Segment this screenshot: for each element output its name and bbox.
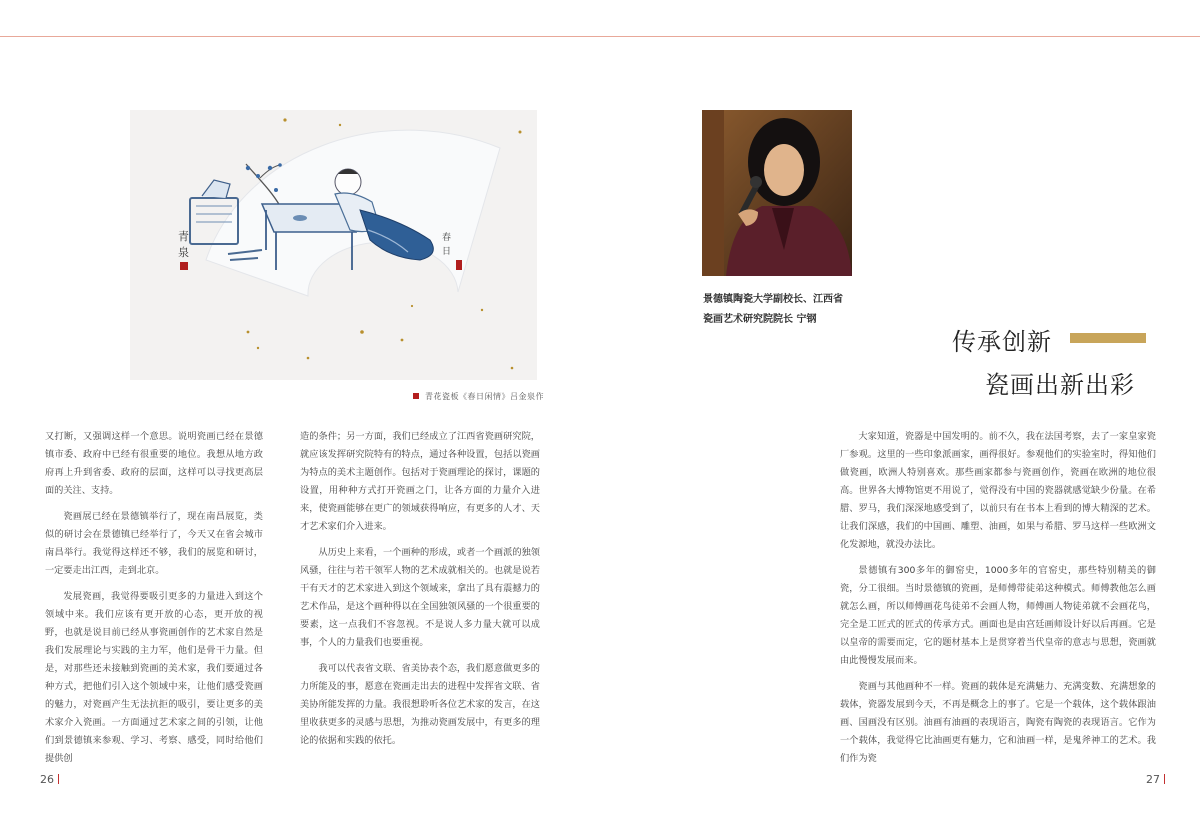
page-number-right [1146, 773, 1169, 786]
page-number-bar [1164, 774, 1165, 784]
svg-text:日: 日 [442, 247, 452, 257]
page-number-left [40, 773, 63, 786]
paragraph: 我可以代表省文联、省美协表个态，我们愿意做更多的力所能及的事，愿意在瓷画走出去的进程中发挥省文联、省美协所能发挥的力量。我很想聆听各位艺术家的发言，在这里收获更多的灵感与思想，为推动瓷画发展中，有更多的理论的依据和实践的依托。 [300, 663, 540, 746]
portrait-caption-line1: 景德镇陶瓷大学副校长、江西省 [703, 294, 843, 305]
paragraph: 造的条件；另一方面，我们已经成立了江西省瓷画研究院，就应该发挥研究院特有的特点，通过各种设置，包括以瓷画为特点的美术主题创作。包括对于瓷画理论的探讨，课题的设置，用种种方式打开瓷画之门，让各方面的力量介入进来，使瓷画能够在更广的领域获得响应，有更多的人才、天才艺术家们介入进来。 [300, 431, 540, 532]
portrait-caption [703, 290, 873, 330]
paragraph: 景德镇有300多年的御窑史，1000多年的官窑史，那些特别精美的御瓷，分工很细。当时景德镇的瓷画，是师傅带徒弟这种模式。师傅教他怎么画就怎么画，所以师傅画花鸟徒弟不会画人物，师傅画人物徒弟就不会画花鸟，完全是工匠式的匠式的传承方式。画面也是由宫廷画师设计好以后再画。它是以皇帝的需要而定，它的题材基本上是贯穿着当代皇帝的意志与思想，瓷画就由此慢慢发展而来。 [840, 565, 1156, 666]
title-accent-bar [1070, 333, 1146, 343]
svg-text:青: 青 [178, 230, 189, 243]
top-rule [0, 36, 1200, 37]
artwork-caption [413, 391, 544, 402]
portrait-caption-line2: 瓷画艺术研究院院长 宁钢 [703, 314, 817, 325]
caption-marker [413, 393, 419, 399]
page-number-left-text: 26 [40, 773, 54, 786]
portrait-photo [702, 110, 852, 276]
right-text-column [840, 428, 1156, 776]
svg-text:春: 春 [442, 233, 452, 243]
paragraph: 瓷画展已经在景德镇举行了，现在南昌展览，类似的研讨会在景德镇已经举行了，今天又在省会城市南昌举行。我觉得这样还不够，我们的展览和研讨，一定要走出江西，走到北京。 [45, 511, 263, 576]
article-title-line1: 传承创新 [952, 328, 1052, 356]
page-number-bar [58, 774, 59, 784]
paragraph: 从历史上来看，一个画种的形成，或者一个画派的独领风骚，往往与若干领军人物的艺术成就相关的。也就是说若干有天才的艺术家进入到这个领域来，拿出了具有震撼力的艺术作品，是这个画种得以在全国独领风骚的一个很重要的要素，这一点我们不容忽视。不是说人多力量大就可以成事，个人的力量我们也要重视。 [300, 547, 540, 648]
paragraph: 又打断，又强调这样一个意思。说明瓷画已经在景德镇市委、政府中已经有很重要的地位。我想从地方政府再上升到省委、政府的层面，这样可以寻找更高层面的关注、支持。 [45, 431, 263, 496]
paragraph: 大家知道，瓷器是中国发明的。前不久，我在法国考察，去了一家皇家瓷厂参观。这里的一些印象派画家，画得很好。参观他们的实验室时，得知他们做瓷画，欧洲人特别喜欢。那些画家都参与瓷画创作，瓷画在欧洲的地位很高。世界各大博物馆更不用说了，觉得没有中国的瓷器就感觉缺少份量。在希腊、罗马，我们深深地感受到了，以前只有在书本上看到的博大精深的艺术。让我们深感，我们的中国画、雕塑、油画，如果与希腊、罗马这样一些欧洲文化发源地，就没办法比。 [840, 431, 1156, 550]
article-title-line2: 瓷画出新出彩 [985, 371, 1135, 399]
paragraph: 发展瓷画，我觉得要吸引更多的力量进入到这个领域中来。我们应该有更开放的心态，更开放的视野，也就是说目前已经从事瓷画创作的艺术家自然是我们发展理论与实践的主力军，他们是骨干力量。但是，对那些还未接触到瓷画的美术家，我们要通过各种方式，把他们引入这个领域中来，让他们感受瓷画的魅力，对瓷画产生无法抗拒的吸引，要让更多的美术家介入瓷画。一方面通过艺术家之间的引领，让他们到景德镇来参观、学习、考察、感受，同时给他们提供创 [45, 591, 263, 764]
svg-text:泉: 泉 [178, 246, 189, 259]
artwork-caption-text: 青花瓷板《春日闲情》吕金泉作 [425, 392, 544, 401]
paragraph: 瓷画与其他画种不一样。瓷画的载体是充满魅力、充满变数、充满想象的载体，瓷器发展到今天，不再是概念上的事了。它是一个载体，这个载体跟油画、国画没有区别。油画有油画的表现语言，陶瓷有陶瓷的表现语言。它作为一个载体，我觉得它比油画更有魅力，它和油画一样，是鬼斧神工的艺术。我们作为瓷 [840, 681, 1156, 764]
left-text-column-1 [45, 428, 263, 776]
page-number-right-text: 27 [1146, 773, 1160, 786]
artwork-image [130, 110, 537, 380]
left-text-column-2 [300, 428, 540, 758]
